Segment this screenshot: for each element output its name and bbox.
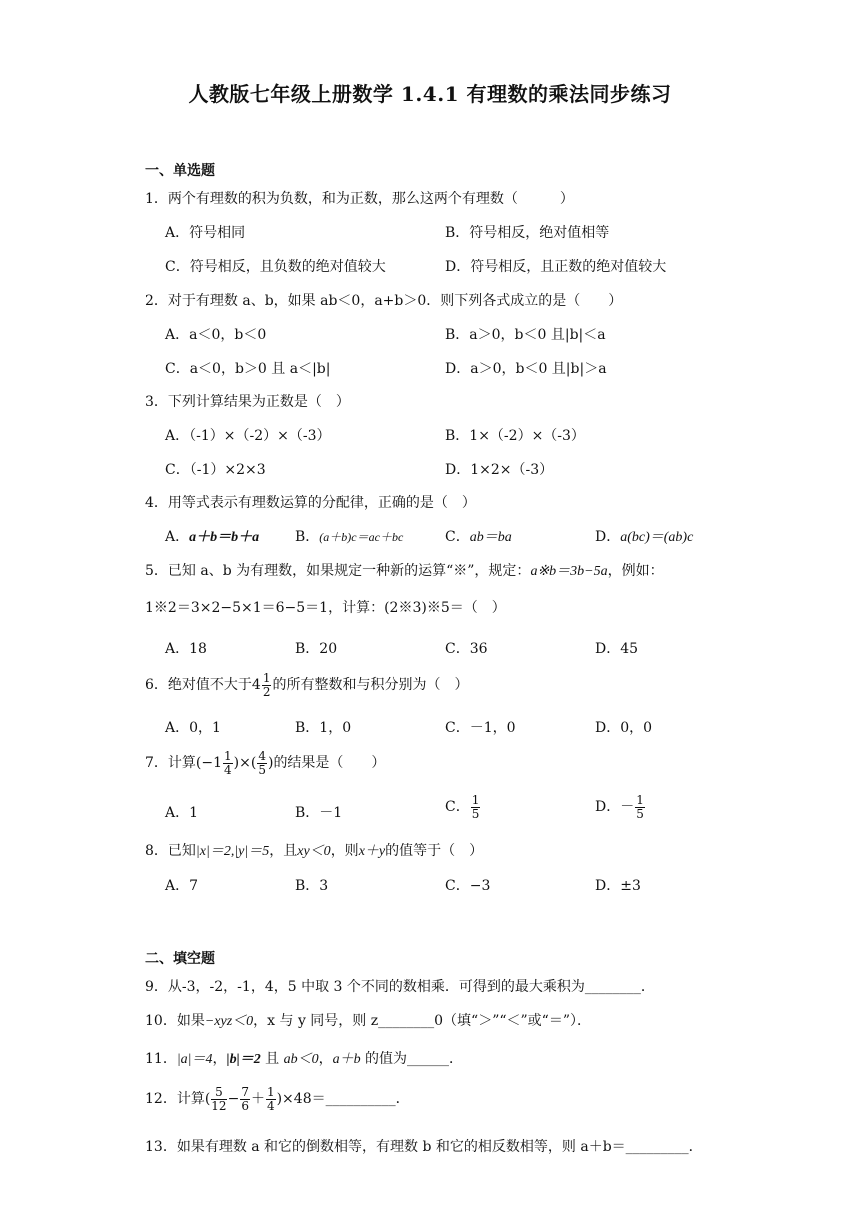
q7-n1: 1 — [224, 748, 232, 763]
q4-option-d-label: D． — [595, 529, 621, 545]
q7-option-d — [595, 792, 646, 822]
q5-example: 1※2＝3×2−5×1＝6−5＝1 — [145, 600, 329, 616]
q7-d-num: 1 — [636, 792, 644, 807]
q6-whole: 4 — [251, 677, 261, 693]
q7-option-a: A．1 — [165, 805, 199, 821]
section-single-choice: 一、单选题 — [145, 163, 215, 179]
q12-stem — [145, 1084, 410, 1114]
q4-stem: 4．用等式表示有理数运算的分配律，正确的是（ ） — [145, 495, 476, 511]
q8-option-d: D．±3 — [595, 878, 641, 894]
q12-frac1 — [211, 1086, 226, 1113]
q8-option-b: B．3 — [295, 878, 329, 894]
q7-stem-pre: 7．计算 — [145, 755, 196, 771]
q7-option-b: B．－1 — [295, 805, 343, 821]
q11-stem — [145, 1048, 463, 1068]
q10-pre: 10．如果 — [145, 1013, 205, 1029]
q7-d-frac — [635, 794, 645, 821]
q3-option-b: B．1×（-2）×（-3） — [445, 428, 585, 444]
q4-option-c-label: C． — [445, 529, 470, 545]
q5-option-a: A．18 — [165, 641, 207, 657]
q12-n3: 1 — [266, 1084, 275, 1099]
q13-stem: 13．如果有理数 a 和它的倒数相等，有理数 b 和它的相反数相等，则 a＋b＝_________． — [145, 1139, 703, 1155]
q2-option-b: B．a＞0，b＜0 且|b|＜a — [445, 327, 606, 343]
q3-option-a: A．（-1）×（-2）×（-3） — [165, 428, 331, 444]
q4-option-b — [295, 526, 403, 546]
q11-post: 的值为______． — [360, 1051, 464, 1067]
q4-option-d — [595, 526, 693, 546]
q7-p3: ) — [267, 755, 274, 771]
q6-option-d: D．0，0 — [595, 720, 653, 736]
q11-c3: ab＜0 — [283, 1052, 319, 1067]
q6-option-c: C．－1，0 — [445, 720, 516, 736]
q4-option-b-label: B． — [295, 529, 320, 545]
q10-stem — [145, 1010, 591, 1030]
q8-mid2: ，则 — [330, 843, 359, 859]
q7-d1: 4 — [224, 762, 232, 777]
q3-stem: 3．下列计算结果为正数是（ ） — [145, 394, 350, 410]
q11-c1: |a|＝4 — [176, 1052, 213, 1067]
q12-frac2 — [240, 1086, 250, 1113]
q4-option-c — [445, 526, 512, 546]
section-fill-blank: 二、填空题 — [145, 951, 215, 967]
q12-op1: − — [227, 1091, 240, 1107]
q1-option-b: B．符号相反，绝对值相等 — [445, 225, 610, 241]
q8-stem-pre: 8．已知 — [145, 843, 196, 859]
q12-post: __________． — [325, 1091, 410, 1107]
q10-expr: −xyz＜0 — [204, 1014, 254, 1029]
q7-d-den: 5 — [636, 806, 644, 821]
q12-close: )×48＝ — [276, 1091, 326, 1107]
q7-c-num: 1 — [471, 792, 480, 807]
q5-example-line — [145, 597, 506, 617]
q1-option-a: A．符号相同 — [165, 225, 246, 241]
q6-stem-pre: 6．绝对值不大于 — [145, 677, 252, 693]
q7-p2: )×( — [233, 755, 257, 771]
q8-cond: |x|＝2,|y|＝5 — [195, 844, 270, 859]
q5-ask: ，计算： — [328, 600, 385, 616]
q8-stem-post: 的值等于（ ） — [385, 843, 484, 859]
q5-paren: （ ） — [463, 600, 506, 616]
q5-stem — [145, 560, 664, 580]
q12-pre: 12．计算 — [145, 1091, 205, 1107]
q12-n2: 7 — [241, 1084, 249, 1099]
q7-option-c-label: C． — [445, 799, 470, 815]
q7-frac1 — [223, 750, 233, 777]
q12-n1: 5 — [211, 1086, 226, 1100]
q4-option-c-expr: ab＝ba — [469, 530, 512, 545]
q11-pre: 11． — [145, 1051, 177, 1067]
q8-mid1: ，且 — [269, 843, 298, 859]
page-title: 人教版七年级上册数学 1.4.1 有理数的乘法同步练习 — [188, 82, 672, 106]
q5-expr: (2※3)※5＝ — [384, 600, 464, 616]
q7-c-den: 5 — [471, 806, 480, 821]
q6-stem — [145, 670, 468, 700]
q6-stem-post: 的所有整数和与积分别为（ ） — [272, 677, 469, 693]
q7-option-d-label: D．－ — [595, 799, 635, 815]
q11-c4: a＋b — [332, 1052, 361, 1067]
q12-op2: ＋ — [250, 1091, 265, 1107]
q4-option-a — [165, 526, 259, 546]
q5-tail: ，例如： — [607, 563, 664, 579]
q6-option-a: A．0，1 — [165, 720, 221, 736]
q11-s3: ， — [318, 1051, 333, 1067]
q1-option-d: D．符号相反，且正数的绝对值较大 — [445, 259, 667, 275]
q4-option-a-expr: a＋b＝b＋a — [189, 530, 260, 545]
q12-d3: 4 — [266, 1098, 275, 1113]
q7-d2: 5 — [258, 762, 266, 777]
q4-option-b-expr: (a＋b)c＝ac＋bc — [319, 530, 404, 544]
q5-option-d: D．45 — [595, 641, 639, 657]
q1-option-c: C．符号相反，且负数的绝对值较大 — [165, 259, 386, 275]
q7-frac2 — [257, 750, 267, 777]
q7-option-c — [445, 792, 481, 822]
q3-option-c: C．（-1）×2×3 — [165, 462, 266, 478]
q5-rule: a※b＝3b−5a — [530, 564, 608, 579]
q8-option-a: A．7 — [165, 878, 199, 894]
q12-frac3 — [266, 1086, 276, 1113]
q6-option-b: B．1，0 — [295, 720, 352, 736]
q7-c-frac — [471, 794, 481, 821]
q11-s2: 且 — [260, 1051, 284, 1067]
q7-stem-post: 的结果是（ ） — [273, 755, 386, 771]
q4-option-d-expr: a(bc)＝(ab)c — [620, 530, 694, 545]
q8-option-c: C．−3 — [445, 878, 491, 894]
q8-stem — [145, 840, 483, 860]
q6-num: 1 — [262, 670, 271, 685]
q12-d1: 12 — [211, 1098, 227, 1113]
q5-stem-text: 5．已知 a、b 为有理数，如果规定一种新的运算“※”，规定： — [145, 563, 531, 579]
q11-s1: ， — [212, 1051, 227, 1067]
q10-post: ，x 与 y 同号，则 z________0（填“＞”“＜”或“＝”）． — [253, 1013, 591, 1029]
q5-option-c: C．36 — [445, 641, 488, 657]
q6-den: 2 — [262, 684, 271, 699]
q4-option-a-label: A． — [165, 529, 190, 545]
q8-expr: x＋y — [358, 844, 386, 859]
q1-stem: 1．两个有理数的积为负数，和为正数，那么这两个有理数（ ） — [145, 191, 574, 207]
q11-c2: |b|＝2 — [226, 1052, 261, 1067]
q2-option-d: D．a＞0，b＜0 且|b|＞a — [445, 361, 607, 377]
q12-d2: 6 — [241, 1098, 249, 1113]
q7-stem — [145, 748, 385, 778]
q7-n2: 4 — [258, 748, 266, 763]
q3-option-d: D．1×2×（-3） — [445, 462, 554, 478]
q8-cond2: xy＜0 — [297, 844, 331, 859]
q2-option-c: C．a＜0，b＞0 且 a＜|b| — [165, 361, 331, 377]
q7-p1: (−1 — [195, 755, 223, 771]
q5-option-b: B．20 — [295, 641, 338, 657]
q2-option-a: A．a＜0，b＜0 — [165, 327, 267, 343]
q6-fraction — [262, 672, 272, 699]
q2-stem: 2．对于有理数 a、b，如果 ab＜0，a+b＞0．则下列各式成立的是（ ） — [145, 293, 623, 309]
q12-open: ( — [204, 1091, 211, 1107]
q9-stem: 9．从-3，-2，-1，4，5 中取 3 个不同的数相乘．可得到的最大乘积为________． — [145, 979, 655, 995]
